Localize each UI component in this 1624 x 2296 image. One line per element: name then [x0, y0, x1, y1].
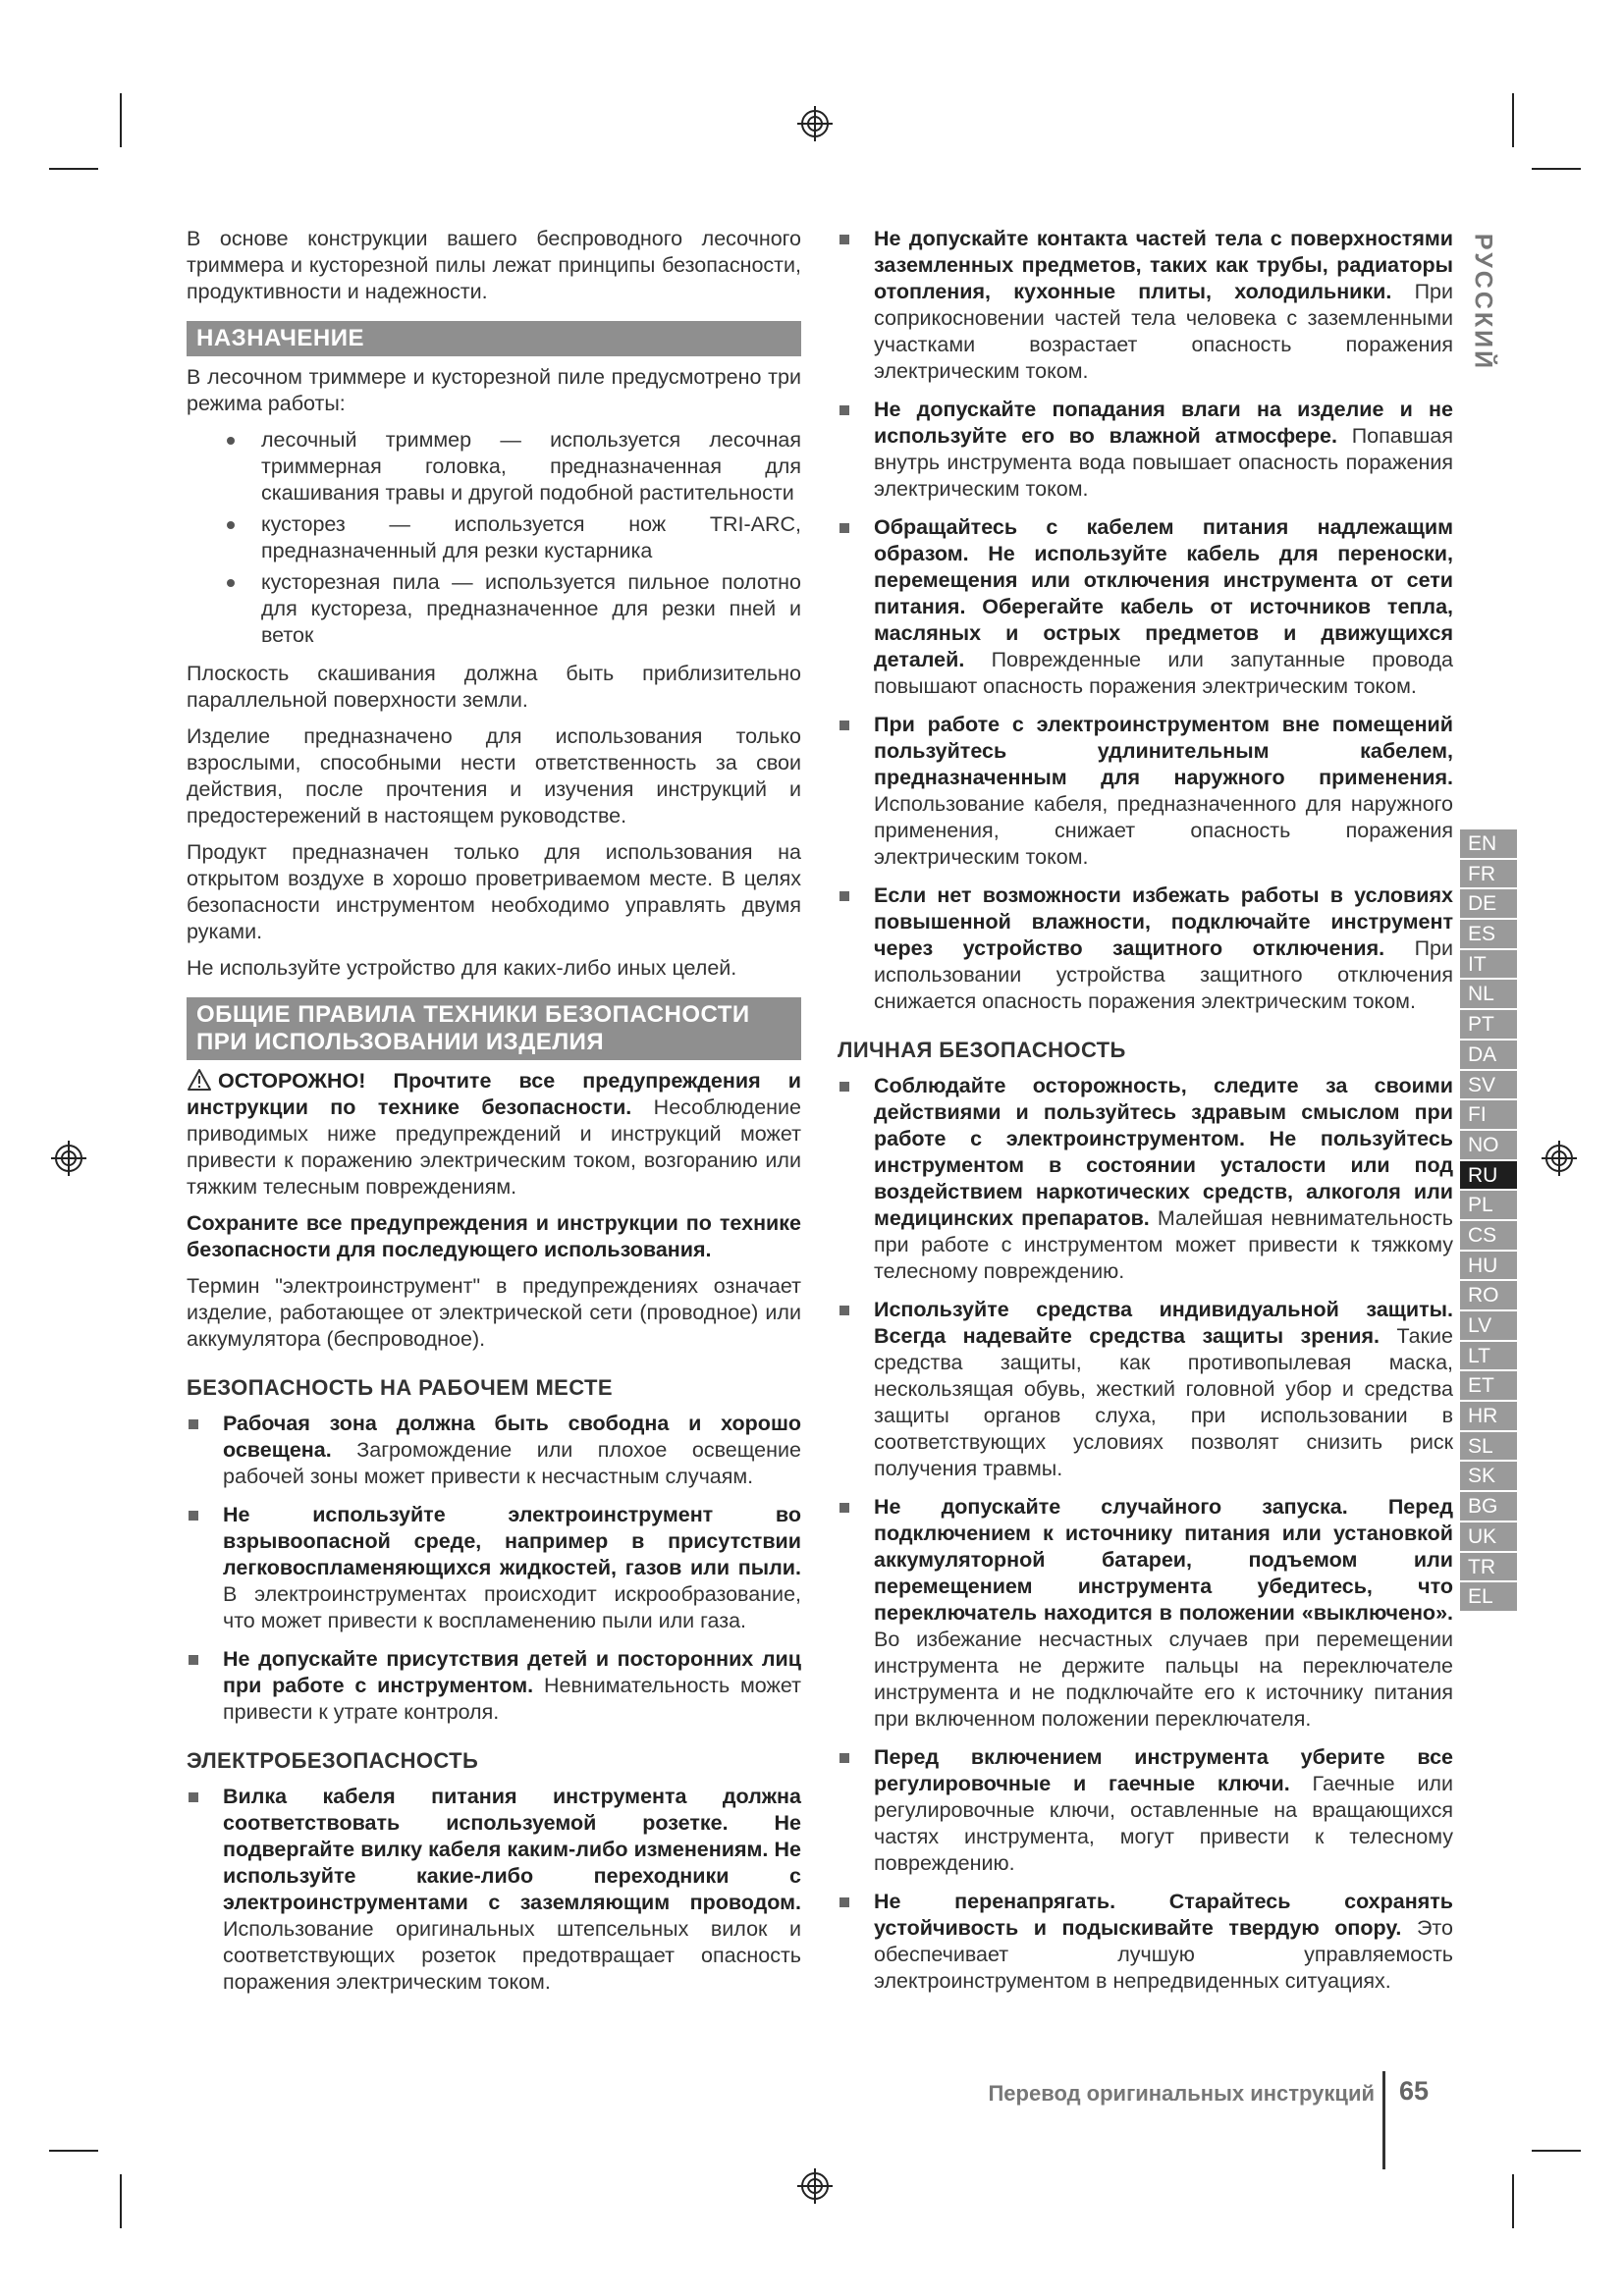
electrical-heading: ЭЛЕКТРОБЕЗОПАСНОСТЬ	[187, 1748, 479, 1773]
language-tab-it: IT	[1460, 950, 1517, 979]
registration-mark-icon	[1540, 1139, 1579, 1178]
language-tab-ro: RO	[1460, 1281, 1517, 1309]
language-tab-lv: LV	[1460, 1311, 1517, 1340]
list-item: Не допускайте случайного запуска. Перед подключением к источнику питания или установкой аккумуляторной батареи, подъемом или перемещением инструмента убедитесь, что переключатель находится в положении «выключено». Во избежание несчастных случаев при перемещении инструмента не держите пальцы на переключателе инструмента и не подключайте его к источнику питания при включенном положении переключателя.	[874, 1495, 1453, 1731]
list-item: Перед включением инструмента уберите все регулировочные и гаечные ключи. Гаечные или регулировочные ключи, оставленные на вращающихся частях инструмента, могут привести к телесному повреждению.	[874, 1745, 1453, 1875]
language-tab-en: EN	[1460, 829, 1517, 858]
language-tab-fr: FR	[1460, 860, 1517, 888]
language-tab-sv: SV	[1460, 1071, 1517, 1099]
language-tab-hu: HU	[1460, 1252, 1517, 1280]
language-tab-et: ET	[1460, 1371, 1517, 1400]
purpose-paragraph: Плоскость скашивания должна быть приблизительно параллельной поверхности земли.	[187, 662, 801, 712]
list-item: Обращайтесь с кабелем питания надлежащим образом. Не используйте кабель для переноски, перемещения или отключения инструмента от сети питания. Оберегайте кабель от источников тепла, масляных и острых предметов и движущихся деталей. Поврежденные или запутанные провода повышают опасность поражения электрическим током.	[874, 515, 1454, 698]
list-item: Не допускайте попадания влаги на изделие и не используйте его во влажной атмосфере. Попавшая внутрь инструмента вода повышает опасность поражения электрическим током.	[874, 398, 1453, 501]
list-item: лесочный триммер — используется лесочная триммерная головка, предназначенная для скашивания травы и другой подобной растительности	[261, 428, 801, 505]
language-tab-nl: NL	[1460, 980, 1517, 1008]
language-tab-no: NO	[1460, 1131, 1517, 1159]
list-item: Вилка кабеля питания инструмента должна соответствовать используемой розетке. Не подвергайте вилку кабеля каким-либо изменениям. Не используйте какие-либо переходники с электроинструментами с заземляющим проводом. Использование оригинальных штепсельных вилок и соответствующих розеток предотвращает опасность поражения электрическим током.	[223, 1785, 801, 1994]
language-tab-pl: PL	[1460, 1191, 1517, 1219]
electrical-list-continued	[838, 226, 1453, 1015]
crop-mark	[1512, 93, 1514, 147]
language-tab-ru: RU	[1460, 1161, 1517, 1190]
language-tab-da: DA	[1460, 1041, 1517, 1069]
language-label-text: РУССКИЙ	[1469, 233, 1497, 372]
list-item: Не допускайте присутствия детей и посторонних лиц при работе с инструментом. Невнимательность может привести к утрате контроля.	[223, 1647, 801, 1724]
list-item: кусторез — используется нож TRI-ARC, предназначенный для резки кустарника	[261, 512, 801, 562]
list-item: Если нет возможности избежать работы в условиях повышенной влажности, подключайте инструмент через устройство защитного отключения. При использовании устройства защитного отключения снижается опасность поражения электрическим током.	[874, 883, 1453, 1013]
registration-mark-icon	[49, 1139, 88, 1178]
registration-mark-icon	[795, 104, 835, 143]
crop-mark	[49, 2150, 98, 2152]
list-item: Не допускайте контакта частей тела с поверхностями заземленных предметов, таких как трубы, радиаторы отопления, кухонные плиты, холодильники. При соприкосновении частей тела человека с заземленными участками возрастает опасность поражения электрическим током.	[874, 227, 1453, 383]
save-instructions: Сохраните все предупреждения и инструкции по технике безопасности для последующего использования.	[187, 1211, 801, 1261]
right-column	[838, 226, 1453, 2006]
purpose-paragraph: Изделие предназначено для использования только взрослыми, способными нести ответственность за свои действия, после прочтения и изучения инструкций и предостережений в настоящем руководстве.	[187, 724, 801, 828]
language-tab-pt: PT	[1460, 1010, 1517, 1039]
language-tab-es: ES	[1460, 920, 1517, 948]
personal-safety-list	[838, 1073, 1453, 1995]
language-tab-el: EL	[1460, 1582, 1517, 1611]
general-safety-heading: ОБЩИЕ ПРАВИЛА ТЕХНИКИ БЕЗОПАСНОСТИ ПРИ ИСПОЛЬЗОВАНИИ ИЗДЕЛИЯ	[187, 997, 801, 1060]
purpose-heading: НАЗНАЧЕНИЕ	[187, 321, 801, 356]
list-item: Не перенапрягать. Старайтесь сохранять устойчивость и подыскивайте твердую опору. Это обеспечивает лучшую управляемость электроинструментом в непредвиденных ситуациях.	[874, 1890, 1453, 1993]
language-tab-sl: SL	[1460, 1432, 1517, 1461]
language-tab-hr: HR	[1460, 1402, 1517, 1430]
warning-text: Несоблюдение приводимых ниже предупреждений и инструкций может привести к поражению электрическим током, возгоранию или тяжким телесным повреждениям.	[187, 1095, 801, 1199]
crop-mark	[120, 2174, 122, 2228]
language-tab-sk: SK	[1460, 1462, 1517, 1490]
crop-mark	[1532, 168, 1581, 170]
purpose-paragraph: Продукт предназначен только для использования на открытом воздухе в хорошо проветриваемом месте. В целях безопасности инструментом необходимо управлять двумя руками.	[187, 840, 801, 943]
purpose-paragraph: Не используйте устройство для каких-либо иных целей.	[187, 956, 737, 980]
intro-paragraph: В основе конструкции вашего беспроводного лесочного триммера и кусторезной пилы лежат принципы безопасности, продуктивности и надежности.	[187, 227, 801, 303]
footer-divider	[1382, 2071, 1385, 2169]
registration-mark-icon	[795, 2166, 835, 2206]
list-item: Рабочая зона должна быть свободна и хорошо освещена. Загромождение или плохое освещение рабочей зоны может привести к несчастным случаям.	[223, 1412, 801, 1488]
warning-paragraph	[187, 1068, 801, 1201]
personal-safety-heading: ЛИЧНАЯ БЕЗОПАСНОСТЬ	[838, 1038, 1126, 1062]
modes-list	[187, 427, 801, 649]
term-paragraph: Термин "электроинструмент" в предупреждениях означает изделие, работающее от электрической сети (проводное) или аккумулятора (беспроводное).	[187, 1274, 801, 1351]
purpose-lead: В лесочном триммере и кусторезной пиле предусмотрено три режима работы:	[187, 365, 801, 415]
footer-text: Перевод оригинальных инструкций	[988, 2081, 1375, 2106]
language-label	[1468, 224, 1497, 381]
language-tab-tr: TR	[1460, 1553, 1517, 1581]
language-tab-lt: LT	[1460, 1342, 1517, 1370]
list-item: Используйте средства индивидуальной защиты. Всегда надевайте средства защиты зрения. Такие средства защиты, как противопылевая маска, нескользящая обувь, жесткий головной убор и средства защиты органов слуха, при использовании в соответствующих условиях позволят снизить риск получения травмы.	[874, 1298, 1453, 1480]
language-tab-cs: CS	[1460, 1221, 1517, 1250]
list-item: Не используйте электроинструмент во взрывоопасной среде, например в присутствии легковоспламеняющихся жидкостей, газов или пыли. В электроинструментах происходит искрообразование, что может привести к воспламенению пыли или газа.	[223, 1503, 801, 1632]
left-column	[187, 226, 801, 2007]
warning-triangle-icon	[187, 1068, 212, 1092]
crop-mark	[1532, 2150, 1581, 2152]
language-tab-fi: FI	[1460, 1100, 1517, 1129]
electrical-list	[187, 1784, 801, 1996]
workplace-heading: БЕЗОПАСНОСТЬ НА РАБОЧЕМ МЕСТЕ	[187, 1375, 613, 1400]
list-item: Соблюдайте осторожность, следите за своими действиями и пользуйтесь здравым смыслом при работе с электроинструментом. Не пользуйтесь инструментом в состоянии усталости или под воздействием наркотических средств, алкоголя или медицинских препаратов. Малейшая невнимательность при работе с инструментом может привести к тяжкому телесному повреждению.	[874, 1074, 1453, 1283]
language-tab-bg: BG	[1460, 1492, 1517, 1521]
language-tabs	[1460, 829, 1517, 1613]
language-tab-de: DE	[1460, 889, 1517, 918]
list-item: При работе с электроинструментом вне помещений пользуйтесь удлинительным кабелем, предназначенным для наружного применения. Использование кабеля, предназначенного для наружного применения, снижает опасность поражения электрическим током.	[874, 713, 1453, 869]
workplace-list	[187, 1411, 801, 1726]
crop-mark	[120, 93, 122, 147]
list-item: кусторезная пила — используется пильное полотно для кустореза, предназначенное для резки пней и веток	[261, 570, 801, 647]
language-tab-uk: UK	[1460, 1522, 1517, 1551]
page-number: 65	[1399, 2076, 1430, 2106]
warning-bold: ОСТОРОЖНО! Прочтите все предупреждения и инструкции по технике безопасности.	[187, 1069, 801, 1119]
crop-mark	[49, 168, 98, 170]
crop-mark	[1512, 2174, 1514, 2228]
